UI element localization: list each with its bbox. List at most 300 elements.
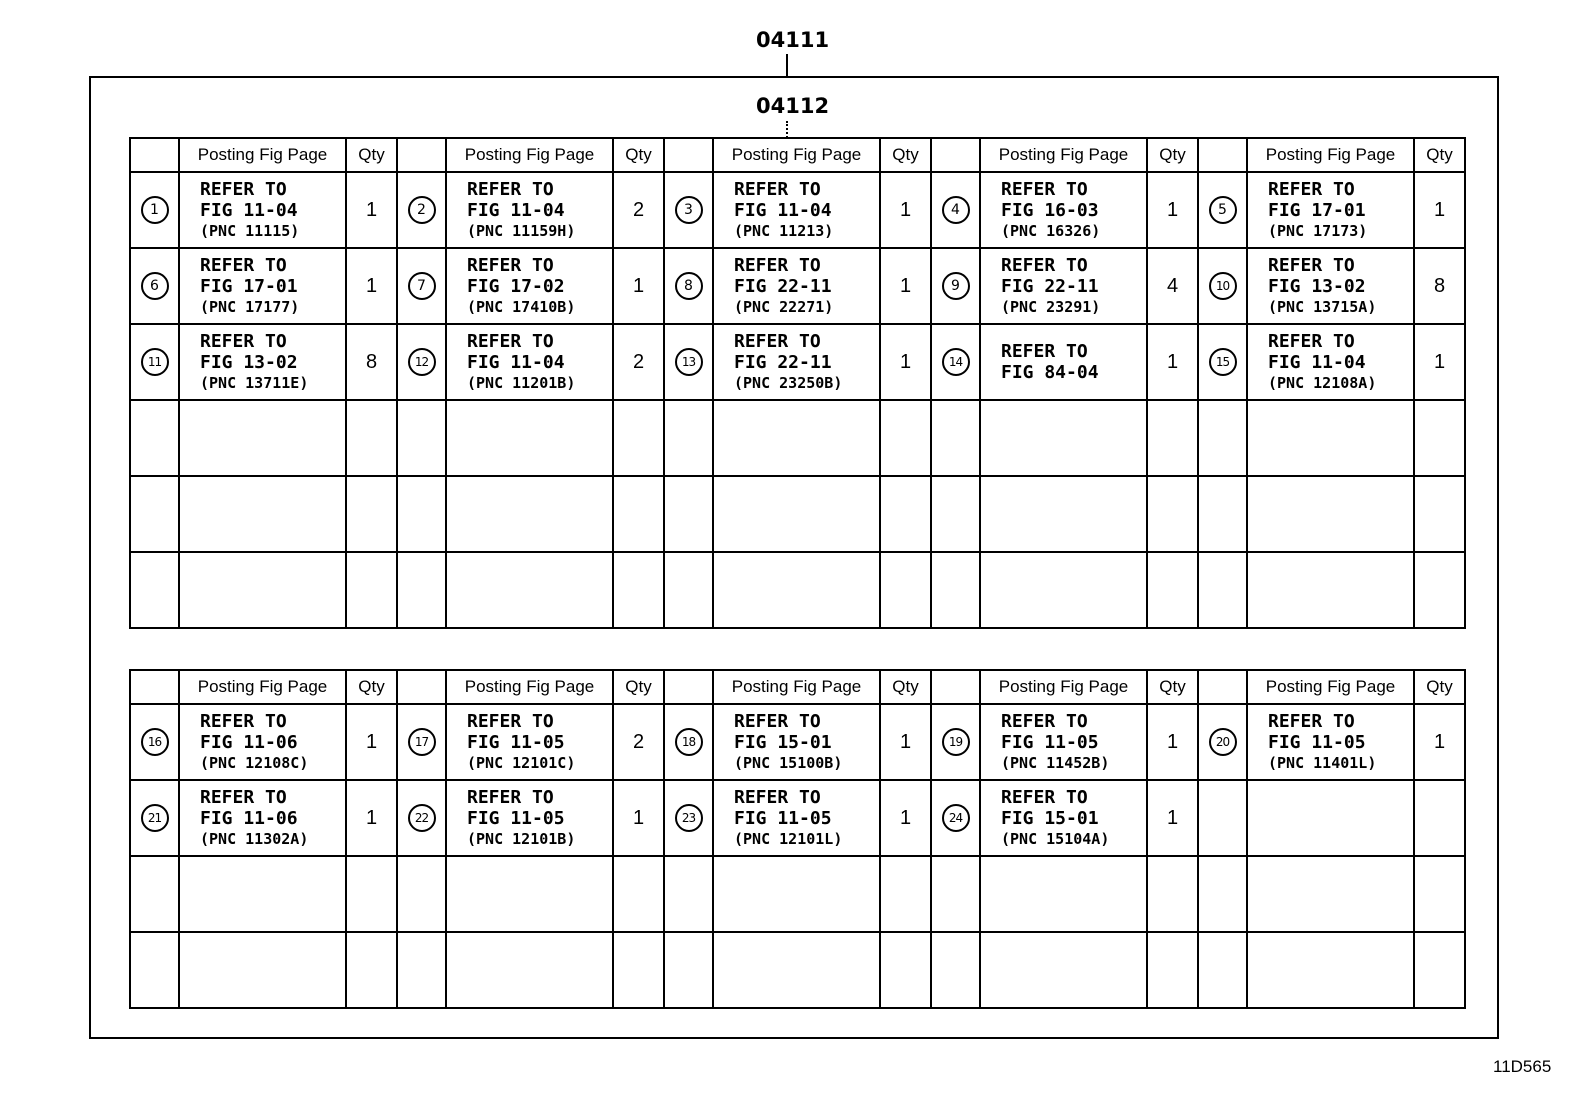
index-cell bbox=[130, 856, 179, 932]
fig-number: FIG 22-11 bbox=[734, 276, 832, 297]
refer-to-text: REFER TO bbox=[1268, 179, 1355, 200]
pnc-code: (PNC 22271) bbox=[734, 298, 834, 316]
posting-cell bbox=[713, 552, 880, 628]
table-row bbox=[130, 400, 1465, 476]
figure-reference bbox=[981, 255, 1146, 317]
figure-reference bbox=[447, 787, 612, 849]
qty-cell: 1 bbox=[880, 780, 931, 856]
posting-cell bbox=[446, 248, 613, 324]
figure-reference bbox=[447, 331, 612, 393]
index-cell bbox=[397, 780, 446, 856]
qty-cell bbox=[613, 856, 664, 932]
posting-cell bbox=[980, 932, 1147, 1008]
index-cell bbox=[664, 856, 713, 932]
qty-cell bbox=[613, 552, 664, 628]
refer-to-text: REFER TO bbox=[1001, 341, 1088, 362]
header-index-cell bbox=[130, 670, 179, 704]
index-cell bbox=[397, 172, 446, 248]
callout-number: 16 bbox=[141, 728, 169, 756]
fig-number: FIG 11-05 bbox=[467, 808, 565, 829]
fig-number: FIG 22-11 bbox=[734, 352, 832, 373]
pnc-code: (PNC 11115) bbox=[200, 222, 300, 240]
header-row bbox=[130, 138, 1465, 172]
figure-reference bbox=[447, 711, 612, 773]
qty-cell: 1 bbox=[613, 248, 664, 324]
posting-cell bbox=[446, 476, 613, 552]
assembly-code-outer: 04111 bbox=[756, 28, 830, 52]
qty-cell bbox=[880, 856, 931, 932]
figure-reference bbox=[981, 787, 1146, 849]
pnc-code: (PNC 15100B) bbox=[734, 754, 843, 772]
figure-reference bbox=[180, 787, 345, 849]
fig-number: FIG 15-01 bbox=[734, 732, 832, 753]
leader-line-inner bbox=[786, 121, 788, 138]
header-posting-fig-page: Posting Fig Page bbox=[1247, 138, 1414, 172]
index-cell bbox=[664, 172, 713, 248]
qty-cell: 1 bbox=[880, 172, 931, 248]
fig-number: FIG 11-06 bbox=[200, 808, 298, 829]
index-cell bbox=[931, 476, 980, 552]
posting-cell bbox=[446, 704, 613, 780]
pnc-code: (PNC 11452B) bbox=[1001, 754, 1110, 772]
qty-cell bbox=[613, 400, 664, 476]
qty-cell bbox=[1414, 476, 1465, 552]
refer-to-text: REFER TO bbox=[1268, 255, 1355, 276]
posting-cell bbox=[1247, 400, 1414, 476]
callout-number: 7 bbox=[408, 272, 436, 300]
posting-cell bbox=[980, 476, 1147, 552]
pnc-code: (PNC 11159H) bbox=[467, 222, 576, 240]
qty-cell bbox=[346, 856, 397, 932]
fig-number: FIG 11-04 bbox=[467, 352, 565, 373]
header-index-cell bbox=[664, 670, 713, 704]
refer-to-text: REFER TO bbox=[467, 331, 554, 352]
pnc-code: (PNC 11401L) bbox=[1268, 754, 1377, 772]
refer-to-text: REFER TO bbox=[734, 787, 821, 808]
table-row bbox=[130, 248, 1465, 324]
figure-reference bbox=[714, 787, 879, 849]
callout-number: 15 bbox=[1209, 348, 1237, 376]
posting-cell bbox=[179, 704, 346, 780]
header-index-cell bbox=[397, 138, 446, 172]
callout-number: 6 bbox=[141, 272, 169, 300]
posting-cell bbox=[980, 704, 1147, 780]
callout-number: 23 bbox=[675, 804, 703, 832]
qty-cell: 1 bbox=[1414, 704, 1465, 780]
header-posting-fig-page: Posting Fig Page bbox=[713, 138, 880, 172]
posting-cell bbox=[1247, 476, 1414, 552]
figure-reference bbox=[714, 331, 879, 393]
refer-to-text: REFER TO bbox=[1001, 179, 1088, 200]
pnc-code: (PNC 12108C) bbox=[200, 754, 309, 772]
index-cell bbox=[664, 248, 713, 324]
header-index-cell bbox=[931, 670, 980, 704]
diagram-reference-code: 11D565 bbox=[1493, 1057, 1552, 1076]
qty-cell bbox=[346, 932, 397, 1008]
header-index-cell bbox=[664, 138, 713, 172]
qty-cell bbox=[1414, 552, 1465, 628]
qty-cell bbox=[346, 400, 397, 476]
fig-number: FIG 11-04 bbox=[1268, 352, 1366, 373]
figure-reference bbox=[1248, 179, 1413, 241]
refer-to-text: REFER TO bbox=[200, 787, 287, 808]
header-posting-fig-page: Posting Fig Page bbox=[713, 670, 880, 704]
refer-to-text: REFER TO bbox=[734, 331, 821, 352]
table-row bbox=[130, 476, 1465, 552]
pnc-code: (PNC 17177) bbox=[200, 298, 300, 316]
refer-to-text: REFER TO bbox=[200, 331, 287, 352]
fig-number: FIG 13-02 bbox=[200, 352, 298, 373]
refer-to-text: REFER TO bbox=[467, 255, 554, 276]
figure-reference bbox=[180, 179, 345, 241]
index-cell bbox=[931, 780, 980, 856]
index-cell bbox=[1198, 552, 1247, 628]
header-qty: Qty bbox=[1414, 138, 1465, 172]
posting-cell bbox=[1247, 780, 1414, 856]
index-cell bbox=[1198, 856, 1247, 932]
posting-cell bbox=[713, 172, 880, 248]
header-index-cell bbox=[1198, 670, 1247, 704]
figure-reference bbox=[714, 255, 879, 317]
qty-cell bbox=[346, 552, 397, 628]
fig-number: FIG 11-05 bbox=[1001, 732, 1099, 753]
index-cell bbox=[664, 552, 713, 628]
qty-cell: 2 bbox=[613, 704, 664, 780]
table-row bbox=[130, 172, 1465, 248]
qty-cell: 1 bbox=[880, 248, 931, 324]
figure-reference bbox=[981, 711, 1146, 773]
posting-cell bbox=[179, 856, 346, 932]
posting-cell bbox=[980, 856, 1147, 932]
header-qty: Qty bbox=[1414, 670, 1465, 704]
callout-number: 12 bbox=[408, 348, 436, 376]
refer-to-text: REFER TO bbox=[200, 179, 287, 200]
qty-cell bbox=[1414, 856, 1465, 932]
qty-cell: 1 bbox=[1414, 172, 1465, 248]
posting-cell bbox=[713, 856, 880, 932]
callout-number: 11 bbox=[141, 348, 169, 376]
index-cell bbox=[931, 704, 980, 780]
pnc-code: (PNC 23291) bbox=[1001, 298, 1101, 316]
figure-reference bbox=[981, 179, 1146, 241]
callout-number: 14 bbox=[942, 348, 970, 376]
posting-cell bbox=[1247, 324, 1414, 400]
index-cell bbox=[397, 324, 446, 400]
index-cell bbox=[1198, 324, 1247, 400]
fig-number: FIG 17-01 bbox=[200, 276, 298, 297]
figure-reference bbox=[714, 711, 879, 773]
index-cell bbox=[397, 932, 446, 1008]
qty-cell bbox=[1147, 552, 1198, 628]
posting-cell bbox=[179, 780, 346, 856]
callout-number: 22 bbox=[408, 804, 436, 832]
qty-cell: 1 bbox=[346, 780, 397, 856]
index-cell bbox=[664, 932, 713, 1008]
index-cell bbox=[664, 476, 713, 552]
pnc-code: (PNC 12101B) bbox=[467, 830, 576, 848]
qty-cell: 4 bbox=[1147, 248, 1198, 324]
qty-cell bbox=[613, 476, 664, 552]
pnc-code: (PNC 16326) bbox=[1001, 222, 1101, 240]
header-qty: Qty bbox=[346, 670, 397, 704]
qty-cell bbox=[880, 552, 931, 628]
refer-to-text: REFER TO bbox=[1268, 711, 1355, 732]
index-cell bbox=[1198, 400, 1247, 476]
index-cell bbox=[130, 248, 179, 324]
index-cell bbox=[931, 324, 980, 400]
posting-cell bbox=[713, 324, 880, 400]
posting-cell bbox=[446, 324, 613, 400]
callout-number: 1 bbox=[141, 196, 169, 224]
posting-cell bbox=[446, 856, 613, 932]
posting-cell bbox=[1247, 552, 1414, 628]
pnc-code: (PNC 13711E) bbox=[200, 374, 309, 392]
qty-cell: 1 bbox=[1414, 324, 1465, 400]
qty-cell bbox=[1414, 780, 1465, 856]
table-row bbox=[130, 704, 1465, 780]
index-cell bbox=[130, 932, 179, 1008]
posting-cell bbox=[446, 780, 613, 856]
callout-number: 18 bbox=[675, 728, 703, 756]
index-cell bbox=[130, 704, 179, 780]
posting-cell bbox=[179, 324, 346, 400]
index-cell bbox=[130, 400, 179, 476]
qty-cell: 1 bbox=[346, 172, 397, 248]
qty-cell bbox=[880, 476, 931, 552]
index-cell bbox=[1198, 172, 1247, 248]
header-index-cell bbox=[397, 670, 446, 704]
qty-cell bbox=[1414, 932, 1465, 1008]
qty-cell bbox=[346, 476, 397, 552]
qty-cell: 2 bbox=[613, 324, 664, 400]
pnc-code: (PNC 11302A) bbox=[200, 830, 309, 848]
qty-cell: 1 bbox=[880, 704, 931, 780]
callout-number: 3 bbox=[675, 196, 703, 224]
fig-number: FIG 13-02 bbox=[1268, 276, 1366, 297]
qty-cell bbox=[1147, 856, 1198, 932]
figure-reference bbox=[714, 179, 879, 241]
index-cell bbox=[130, 172, 179, 248]
posting-cell bbox=[713, 932, 880, 1008]
figure-reference bbox=[447, 179, 612, 241]
posting-cell bbox=[713, 476, 880, 552]
qty-cell: 1 bbox=[346, 248, 397, 324]
parts-table-upper bbox=[129, 137, 1466, 629]
fig-number: FIG 17-02 bbox=[467, 276, 565, 297]
posting-cell bbox=[980, 172, 1147, 248]
refer-to-text: REFER TO bbox=[1001, 787, 1088, 808]
qty-cell: 1 bbox=[346, 704, 397, 780]
index-cell bbox=[1198, 932, 1247, 1008]
assembly-code-inner: 04112 bbox=[756, 94, 830, 118]
header-qty: Qty bbox=[1147, 138, 1198, 172]
posting-cell bbox=[980, 324, 1147, 400]
refer-to-text: REFER TO bbox=[1268, 331, 1355, 352]
callout-number: 8 bbox=[675, 272, 703, 300]
index-cell bbox=[664, 400, 713, 476]
index-cell bbox=[1198, 780, 1247, 856]
index-cell bbox=[1198, 704, 1247, 780]
refer-to-text: REFER TO bbox=[467, 711, 554, 732]
posting-cell bbox=[980, 248, 1147, 324]
fig-number: FIG 11-04 bbox=[200, 200, 298, 221]
index-cell bbox=[130, 552, 179, 628]
header-posting-fig-page: Posting Fig Page bbox=[446, 138, 613, 172]
figure-reference bbox=[180, 331, 345, 393]
posting-cell bbox=[179, 248, 346, 324]
qty-cell: 1 bbox=[1147, 780, 1198, 856]
parts-table-lower bbox=[129, 669, 1466, 1009]
posting-cell bbox=[179, 552, 346, 628]
posting-cell bbox=[713, 248, 880, 324]
refer-to-text: REFER TO bbox=[467, 179, 554, 200]
table-row bbox=[130, 932, 1465, 1008]
posting-cell bbox=[713, 704, 880, 780]
pnc-code: (PNC 17410B) bbox=[467, 298, 576, 316]
posting-cell bbox=[446, 552, 613, 628]
index-cell bbox=[397, 552, 446, 628]
callout-number: 13 bbox=[675, 348, 703, 376]
callout-number: 21 bbox=[141, 804, 169, 832]
header-posting-fig-page: Posting Fig Page bbox=[179, 138, 346, 172]
callout-number: 24 bbox=[942, 804, 970, 832]
leader-line-outer bbox=[786, 54, 788, 78]
header-qty: Qty bbox=[880, 138, 931, 172]
index-cell bbox=[931, 932, 980, 1008]
posting-cell bbox=[446, 400, 613, 476]
refer-to-text: REFER TO bbox=[734, 179, 821, 200]
qty-cell: 1 bbox=[613, 780, 664, 856]
fig-number: FIG 11-05 bbox=[1268, 732, 1366, 753]
pnc-code: (PNC 23250B) bbox=[734, 374, 843, 392]
qty-cell: 8 bbox=[1414, 248, 1465, 324]
index-cell bbox=[664, 780, 713, 856]
pnc-code: (PNC 12108A) bbox=[1268, 374, 1377, 392]
index-cell bbox=[130, 476, 179, 552]
qty-cell bbox=[1147, 476, 1198, 552]
header-qty: Qty bbox=[1147, 670, 1198, 704]
posting-cell bbox=[980, 552, 1147, 628]
fig-number: FIG 84-04 bbox=[1001, 362, 1099, 383]
header-posting-fig-page: Posting Fig Page bbox=[980, 138, 1147, 172]
index-cell bbox=[664, 324, 713, 400]
posting-cell bbox=[980, 780, 1147, 856]
refer-to-text: REFER TO bbox=[200, 711, 287, 732]
pnc-code: (PNC 17173) bbox=[1268, 222, 1368, 240]
posting-cell bbox=[980, 400, 1147, 476]
header-posting-fig-page: Posting Fig Page bbox=[980, 670, 1147, 704]
posting-cell bbox=[179, 932, 346, 1008]
posting-cell bbox=[446, 172, 613, 248]
header-qty: Qty bbox=[613, 138, 664, 172]
pnc-code: (PNC 11201B) bbox=[467, 374, 576, 392]
callout-number: 19 bbox=[942, 728, 970, 756]
index-cell bbox=[397, 476, 446, 552]
qty-cell bbox=[880, 400, 931, 476]
fig-number: FIG 11-04 bbox=[467, 200, 565, 221]
callout-number: 2 bbox=[408, 196, 436, 224]
posting-cell bbox=[179, 400, 346, 476]
refer-to-text: REFER TO bbox=[734, 711, 821, 732]
qty-cell: 1 bbox=[1147, 324, 1198, 400]
table-row bbox=[130, 780, 1465, 856]
pnc-code: (PNC 13715A) bbox=[1268, 298, 1377, 316]
qty-cell bbox=[1147, 932, 1198, 1008]
posting-cell bbox=[713, 400, 880, 476]
figure-reference bbox=[981, 341, 1146, 383]
header-index-cell bbox=[130, 138, 179, 172]
index-cell bbox=[931, 400, 980, 476]
header-qty: Qty bbox=[613, 670, 664, 704]
index-cell bbox=[397, 248, 446, 324]
header-qty: Qty bbox=[880, 670, 931, 704]
index-cell bbox=[397, 704, 446, 780]
posting-cell bbox=[179, 476, 346, 552]
qty-cell: 8 bbox=[346, 324, 397, 400]
callout-number: 17 bbox=[408, 728, 436, 756]
header-index-cell bbox=[931, 138, 980, 172]
fig-number: FIG 22-11 bbox=[1001, 276, 1099, 297]
fig-number: FIG 11-05 bbox=[467, 732, 565, 753]
header-row bbox=[130, 670, 1465, 704]
qty-cell bbox=[880, 932, 931, 1008]
figure-reference bbox=[1248, 331, 1413, 393]
callout-number: 5 bbox=[1209, 196, 1237, 224]
index-cell bbox=[130, 780, 179, 856]
pnc-code: (PNC 11213) bbox=[734, 222, 834, 240]
fig-number: FIG 16-03 bbox=[1001, 200, 1099, 221]
refer-to-text: REFER TO bbox=[1001, 255, 1088, 276]
fig-number: FIG 11-06 bbox=[200, 732, 298, 753]
header-index-cell bbox=[1198, 138, 1247, 172]
figure-reference bbox=[180, 255, 345, 317]
index-cell bbox=[931, 856, 980, 932]
index-cell bbox=[931, 248, 980, 324]
posting-cell bbox=[1247, 248, 1414, 324]
posting-cell bbox=[1247, 856, 1414, 932]
index-cell bbox=[130, 324, 179, 400]
refer-to-text: REFER TO bbox=[467, 787, 554, 808]
callout-number: 20 bbox=[1209, 728, 1237, 756]
callout-number: 10 bbox=[1209, 272, 1237, 300]
index-cell bbox=[1198, 248, 1247, 324]
fig-number: FIG 17-01 bbox=[1268, 200, 1366, 221]
table-row bbox=[130, 856, 1465, 932]
qty-cell bbox=[613, 932, 664, 1008]
figure-reference bbox=[180, 711, 345, 773]
table-row bbox=[130, 552, 1465, 628]
refer-to-text: REFER TO bbox=[734, 255, 821, 276]
fig-number: FIG 15-01 bbox=[1001, 808, 1099, 829]
refer-to-text: REFER TO bbox=[1001, 711, 1088, 732]
posting-cell bbox=[713, 780, 880, 856]
header-posting-fig-page: Posting Fig Page bbox=[179, 670, 346, 704]
posting-cell bbox=[1247, 172, 1414, 248]
qty-cell: 1 bbox=[1147, 704, 1198, 780]
posting-cell bbox=[179, 172, 346, 248]
qty-cell: 1 bbox=[880, 324, 931, 400]
index-cell bbox=[397, 856, 446, 932]
fig-number: FIG 11-05 bbox=[734, 808, 832, 829]
pnc-code: (PNC 15104A) bbox=[1001, 830, 1110, 848]
pnc-code: (PNC 12101C) bbox=[467, 754, 576, 772]
index-cell bbox=[1198, 476, 1247, 552]
header-posting-fig-page: Posting Fig Page bbox=[1247, 670, 1414, 704]
index-cell bbox=[931, 172, 980, 248]
header-posting-fig-page: Posting Fig Page bbox=[446, 670, 613, 704]
qty-cell: 2 bbox=[613, 172, 664, 248]
posting-cell bbox=[1247, 704, 1414, 780]
